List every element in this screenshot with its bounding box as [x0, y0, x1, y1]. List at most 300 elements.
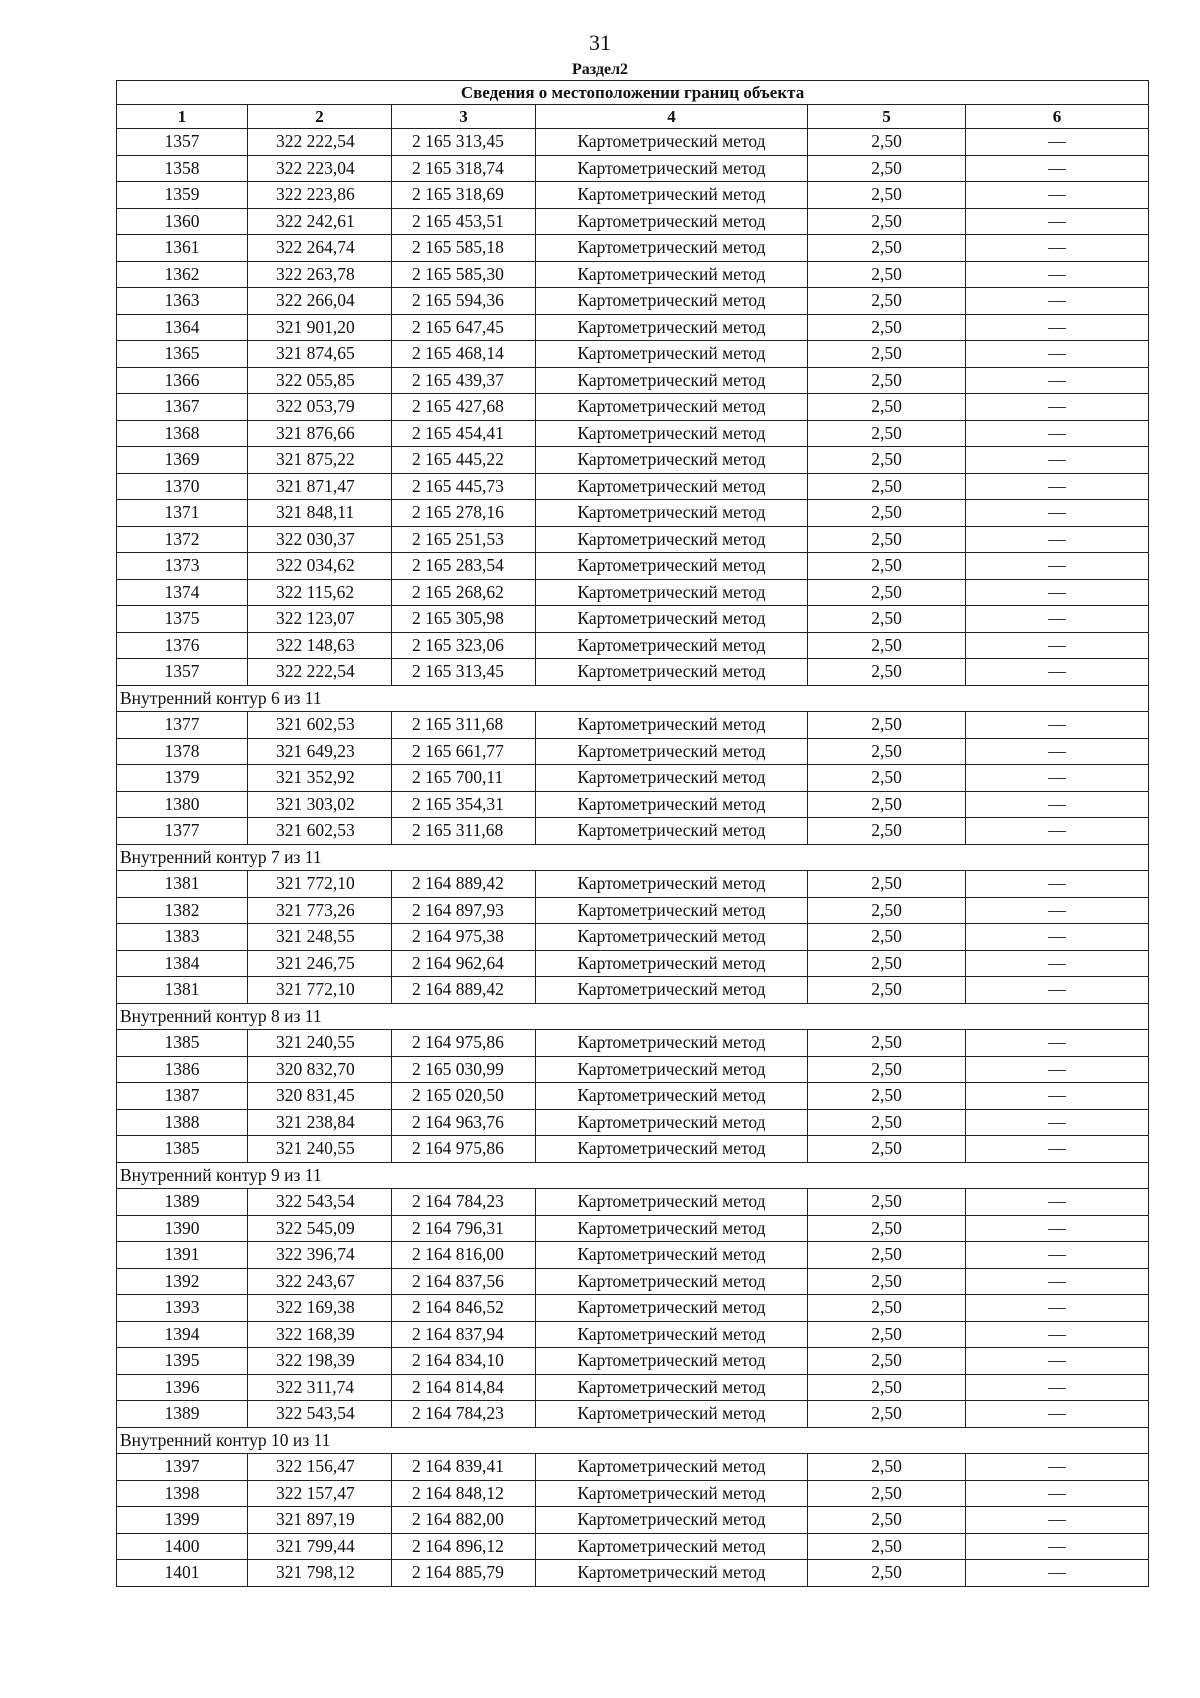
description-cell: —: [966, 924, 1149, 951]
y-coordinate-cell: 2 164 889,42: [392, 977, 536, 1004]
accuracy-cell: 2,50: [808, 235, 966, 262]
description-cell: —: [966, 288, 1149, 315]
table-row: [117, 129, 1149, 156]
table-row: [117, 1560, 1149, 1587]
table-row: [117, 924, 1149, 951]
contour-header-row: [117, 1162, 1149, 1189]
method-cell: Картометрический метод: [536, 420, 808, 447]
accuracy-cell: 2,50: [808, 1295, 966, 1322]
x-coordinate-cell: 321 874,65: [248, 341, 392, 368]
point-number-cell: 1374: [117, 579, 248, 606]
method-cell: Картометрический метод: [536, 473, 808, 500]
y-coordinate-cell: 2 165 468,14: [392, 341, 536, 368]
table-row: [117, 897, 1149, 924]
accuracy-cell: 2,50: [808, 1268, 966, 1295]
x-coordinate-cell: 322 156,47: [248, 1454, 392, 1481]
accuracy-cell: 2,50: [808, 897, 966, 924]
y-coordinate-cell: 2 165 427,68: [392, 394, 536, 421]
y-coordinate-cell: 2 165 251,53: [392, 526, 536, 553]
description-cell: —: [966, 1321, 1149, 1348]
description-cell: —: [966, 1560, 1149, 1587]
x-coordinate-cell: 322 115,62: [248, 579, 392, 606]
accuracy-cell: 2,50: [808, 1056, 966, 1083]
description-cell: —: [966, 765, 1149, 792]
accuracy-cell: 2,50: [808, 473, 966, 500]
description-cell: —: [966, 1030, 1149, 1057]
point-number-cell: 1377: [117, 818, 248, 845]
table-row: [117, 659, 1149, 686]
method-cell: Картометрический метод: [536, 1321, 808, 1348]
accuracy-cell: 2,50: [808, 341, 966, 368]
contour-label: Внутренний контур 10 из 11: [117, 1427, 1149, 1454]
x-coordinate-cell: 321 772,10: [248, 871, 392, 898]
column-header: 5: [808, 105, 966, 129]
y-coordinate-cell: 2 164 784,23: [392, 1401, 536, 1428]
y-coordinate-cell: 2 165 311,68: [392, 712, 536, 739]
y-coordinate-cell: 2 165 313,45: [392, 659, 536, 686]
table-row: [117, 1268, 1149, 1295]
accuracy-cell: 2,50: [808, 155, 966, 182]
point-number-cell: 1392: [117, 1268, 248, 1295]
table-row: [117, 579, 1149, 606]
y-coordinate-cell: 2 165 313,45: [392, 129, 536, 156]
description-cell: —: [966, 738, 1149, 765]
description-cell: —: [966, 526, 1149, 553]
description-cell: —: [966, 473, 1149, 500]
y-coordinate-cell: 2 164 889,42: [392, 871, 536, 898]
x-coordinate-cell: 321 798,12: [248, 1560, 392, 1587]
point-number-cell: 1389: [117, 1401, 248, 1428]
y-coordinate-cell: 2 165 585,30: [392, 261, 536, 288]
point-number-cell: 1399: [117, 1507, 248, 1534]
method-cell: Картометрический метод: [536, 182, 808, 209]
description-cell: —: [966, 1374, 1149, 1401]
method-cell: Картометрический метод: [536, 1268, 808, 1295]
description-cell: —: [966, 1348, 1149, 1375]
point-number-cell: 1377: [117, 712, 248, 739]
method-cell: Картометрический метод: [536, 1533, 808, 1560]
description-cell: —: [966, 394, 1149, 421]
x-coordinate-cell: 322 169,38: [248, 1295, 392, 1322]
table-row: [117, 1136, 1149, 1163]
description-cell: —: [966, 447, 1149, 474]
x-coordinate-cell: 322 198,39: [248, 1348, 392, 1375]
accuracy-cell: 2,50: [808, 500, 966, 527]
table-body: [117, 129, 1149, 1587]
method-cell: Картометрический метод: [536, 1030, 808, 1057]
x-coordinate-cell: 321 871,47: [248, 473, 392, 500]
table-row: [117, 1295, 1149, 1322]
accuracy-cell: 2,50: [808, 1083, 966, 1110]
accuracy-cell: 2,50: [808, 1401, 966, 1428]
description-cell: —: [966, 155, 1149, 182]
method-cell: Картометрический метод: [536, 1083, 808, 1110]
description-cell: —: [966, 1507, 1149, 1534]
x-coordinate-cell: 321 303,02: [248, 791, 392, 818]
point-number-cell: 1375: [117, 606, 248, 633]
x-coordinate-cell: 321 897,19: [248, 1507, 392, 1534]
contour-header-row: [117, 844, 1149, 871]
accuracy-cell: 2,50: [808, 606, 966, 633]
description-cell: —: [966, 871, 1149, 898]
description-cell: —: [966, 1215, 1149, 1242]
description-cell: —: [966, 1189, 1149, 1216]
accuracy-cell: 2,50: [808, 924, 966, 951]
table-title: Сведения о местоположении границ объекта: [117, 81, 1149, 105]
method-cell: Картометрический метод: [536, 1374, 808, 1401]
method-cell: Картометрический метод: [536, 924, 808, 951]
y-coordinate-cell: 2 165 311,68: [392, 818, 536, 845]
x-coordinate-cell: 322 053,79: [248, 394, 392, 421]
contour-label: Внутренний контур 7 из 11: [117, 844, 1149, 871]
method-cell: Картометрический метод: [536, 977, 808, 1004]
table-row: [117, 235, 1149, 262]
y-coordinate-cell: 2 165 318,69: [392, 182, 536, 209]
y-coordinate-cell: 2 164 897,93: [392, 897, 536, 924]
point-number-cell: 1368: [117, 420, 248, 447]
method-cell: Картометрический метод: [536, 261, 808, 288]
accuracy-cell: 2,50: [808, 765, 966, 792]
accuracy-cell: 2,50: [808, 1242, 966, 1269]
description-cell: —: [966, 129, 1149, 156]
x-coordinate-cell: 322 396,74: [248, 1242, 392, 1269]
y-coordinate-cell: 2 165 453,51: [392, 208, 536, 235]
point-number-cell: 1388: [117, 1109, 248, 1136]
point-number-cell: 1391: [117, 1242, 248, 1269]
point-number-cell: 1390: [117, 1215, 248, 1242]
point-number-cell: 1376: [117, 632, 248, 659]
method-cell: Картометрический метод: [536, 1109, 808, 1136]
contour-label: Внутренний контур 6 из 11: [117, 685, 1149, 712]
x-coordinate-cell: 321 240,55: [248, 1030, 392, 1057]
table-row: [117, 208, 1149, 235]
point-number-cell: 1395: [117, 1348, 248, 1375]
point-number-cell: 1380: [117, 791, 248, 818]
table-row: [117, 632, 1149, 659]
table-row: [117, 1109, 1149, 1136]
y-coordinate-cell: 2 164 784,23: [392, 1189, 536, 1216]
x-coordinate-cell: 321 246,75: [248, 950, 392, 977]
description-cell: —: [966, 659, 1149, 686]
point-number-cell: 1364: [117, 314, 248, 341]
y-coordinate-cell: 2 164 896,12: [392, 1533, 536, 1560]
y-coordinate-cell: 2 165 661,77: [392, 738, 536, 765]
description-cell: —: [966, 1268, 1149, 1295]
method-cell: Картометрический метод: [536, 1454, 808, 1481]
y-coordinate-cell: 2 165 283,54: [392, 553, 536, 580]
accuracy-cell: 2,50: [808, 712, 966, 739]
accuracy-cell: 2,50: [808, 1109, 966, 1136]
x-coordinate-cell: 322 545,09: [248, 1215, 392, 1242]
method-cell: Картометрический метод: [536, 1242, 808, 1269]
accuracy-cell: 2,50: [808, 659, 966, 686]
point-number-cell: 1367: [117, 394, 248, 421]
description-cell: —: [966, 420, 1149, 447]
y-coordinate-cell: 2 165 318,74: [392, 155, 536, 182]
y-coordinate-cell: 2 164 963,76: [392, 1109, 536, 1136]
y-coordinate-cell: 2 164 846,52: [392, 1295, 536, 1322]
contour-header-row: [117, 685, 1149, 712]
method-cell: Картометрический метод: [536, 950, 808, 977]
description-cell: —: [966, 1295, 1149, 1322]
description-cell: —: [966, 553, 1149, 580]
method-cell: Картометрический метод: [536, 1056, 808, 1083]
accuracy-cell: 2,50: [808, 738, 966, 765]
y-coordinate-cell: 2 165 445,22: [392, 447, 536, 474]
accuracy-cell: 2,50: [808, 1321, 966, 1348]
description-cell: —: [966, 606, 1149, 633]
accuracy-cell: 2,50: [808, 261, 966, 288]
point-number-cell: 1398: [117, 1480, 248, 1507]
x-coordinate-cell: 321 602,53: [248, 712, 392, 739]
x-coordinate-cell: 322 123,07: [248, 606, 392, 633]
table-row: [117, 1030, 1149, 1057]
y-coordinate-cell: 2 164 975,38: [392, 924, 536, 951]
y-coordinate-cell: 2 164 882,00: [392, 1507, 536, 1534]
point-number-cell: 1382: [117, 897, 248, 924]
y-coordinate-cell: 2 164 839,41: [392, 1454, 536, 1481]
x-coordinate-cell: 322 030,37: [248, 526, 392, 553]
point-number-cell: 1400: [117, 1533, 248, 1560]
table-title-row: [117, 81, 1149, 105]
y-coordinate-cell: 2 165 030,99: [392, 1056, 536, 1083]
method-cell: Картометрический метод: [536, 1295, 808, 1322]
column-header: 6: [966, 105, 1149, 129]
method-cell: Картометрический метод: [536, 288, 808, 315]
point-number-cell: 1372: [117, 526, 248, 553]
point-number-cell: 1359: [117, 182, 248, 209]
method-cell: Картометрический метод: [536, 447, 808, 474]
x-coordinate-cell: 322 266,04: [248, 288, 392, 315]
table-row: [117, 818, 1149, 845]
table-row: [117, 1507, 1149, 1534]
table-row: [117, 553, 1149, 580]
x-coordinate-cell: 321 772,10: [248, 977, 392, 1004]
table-row: [117, 977, 1149, 1004]
y-coordinate-cell: 2 165 268,62: [392, 579, 536, 606]
y-coordinate-cell: 2 164 962,64: [392, 950, 536, 977]
point-number-cell: 1389: [117, 1189, 248, 1216]
contour-header-row: [117, 1003, 1149, 1030]
accuracy-cell: 2,50: [808, 526, 966, 553]
x-coordinate-cell: 321 876,66: [248, 420, 392, 447]
point-number-cell: 1384: [117, 950, 248, 977]
accuracy-cell: 2,50: [808, 553, 966, 580]
x-coordinate-cell: 322 222,54: [248, 659, 392, 686]
point-number-cell: 1401: [117, 1560, 248, 1587]
description-cell: —: [966, 791, 1149, 818]
method-cell: Картометрический метод: [536, 1401, 808, 1428]
x-coordinate-cell: 322 543,54: [248, 1189, 392, 1216]
table-row: [117, 1321, 1149, 1348]
x-coordinate-cell: 322 243,67: [248, 1268, 392, 1295]
method-cell: Картометрический метод: [536, 1189, 808, 1216]
column-header: 3: [392, 105, 536, 129]
x-coordinate-cell: 322 263,78: [248, 261, 392, 288]
y-coordinate-cell: 2 164 796,31: [392, 1215, 536, 1242]
point-number-cell: 1381: [117, 977, 248, 1004]
point-number-cell: 1397: [117, 1454, 248, 1481]
point-number-cell: 1393: [117, 1295, 248, 1322]
method-cell: Картометрический метод: [536, 129, 808, 156]
table-row: [117, 367, 1149, 394]
method-cell: Картометрический метод: [536, 394, 808, 421]
x-coordinate-cell: 322 222,54: [248, 129, 392, 156]
point-number-cell: 1385: [117, 1030, 248, 1057]
y-coordinate-cell: 2 165 585,18: [392, 235, 536, 262]
column-header: 2: [248, 105, 392, 129]
accuracy-cell: 2,50: [808, 288, 966, 315]
table-row: [117, 606, 1149, 633]
accuracy-cell: 2,50: [808, 1533, 966, 1560]
y-coordinate-cell: 2 165 594,36: [392, 288, 536, 315]
x-coordinate-cell: 320 831,45: [248, 1083, 392, 1110]
point-number-cell: 1362: [117, 261, 248, 288]
point-number-cell: 1369: [117, 447, 248, 474]
method-cell: Картометрический метод: [536, 1480, 808, 1507]
method-cell: Картометрический метод: [536, 818, 808, 845]
description-cell: —: [966, 579, 1149, 606]
accuracy-cell: 2,50: [808, 1507, 966, 1534]
table-row: [117, 1242, 1149, 1269]
method-cell: Картометрический метод: [536, 738, 808, 765]
table-row: [117, 1215, 1149, 1242]
method-cell: Картометрический метод: [536, 712, 808, 739]
description-cell: —: [966, 712, 1149, 739]
table-row: [117, 1189, 1149, 1216]
description-cell: —: [966, 208, 1149, 235]
table-row: [117, 182, 1149, 209]
description-cell: —: [966, 1136, 1149, 1163]
table-row: [117, 1454, 1149, 1481]
point-number-cell: 1357: [117, 129, 248, 156]
point-number-cell: 1379: [117, 765, 248, 792]
table-row: [117, 473, 1149, 500]
method-cell: Картометрический метод: [536, 367, 808, 394]
x-coordinate-cell: 322 543,54: [248, 1401, 392, 1428]
description-cell: —: [966, 1109, 1149, 1136]
y-coordinate-cell: 2 165 305,98: [392, 606, 536, 633]
y-coordinate-cell: 2 165 700,11: [392, 765, 536, 792]
description-cell: —: [966, 1056, 1149, 1083]
table-row: [117, 871, 1149, 898]
description-cell: —: [966, 261, 1149, 288]
x-coordinate-cell: 322 311,74: [248, 1374, 392, 1401]
method-cell: Картометрический метод: [536, 871, 808, 898]
accuracy-cell: 2,50: [808, 420, 966, 447]
accuracy-cell: 2,50: [808, 208, 966, 235]
accuracy-cell: 2,50: [808, 1480, 966, 1507]
x-coordinate-cell: 320 832,70: [248, 1056, 392, 1083]
method-cell: Картометрический метод: [536, 791, 808, 818]
method-cell: Картометрический метод: [536, 526, 808, 553]
table-row: [117, 1374, 1149, 1401]
method-cell: Картометрический метод: [536, 314, 808, 341]
y-coordinate-cell: 2 164 837,56: [392, 1268, 536, 1295]
point-number-cell: 1358: [117, 155, 248, 182]
x-coordinate-cell: 322 168,39: [248, 1321, 392, 1348]
y-coordinate-cell: 2 165 647,45: [392, 314, 536, 341]
method-cell: Картометрический метод: [536, 1348, 808, 1375]
contour-label: Внутренний контур 8 из 11: [117, 1003, 1149, 1030]
description-cell: —: [966, 818, 1149, 845]
accuracy-cell: 2,50: [808, 447, 966, 474]
method-cell: Картометрический метод: [536, 553, 808, 580]
y-coordinate-cell: 2 165 323,06: [392, 632, 536, 659]
x-coordinate-cell: 321 875,22: [248, 447, 392, 474]
method-cell: Картометрический метод: [536, 341, 808, 368]
point-number-cell: 1381: [117, 871, 248, 898]
table-row: [117, 261, 1149, 288]
table-row: [117, 341, 1149, 368]
x-coordinate-cell: 321 238,84: [248, 1109, 392, 1136]
method-cell: Картометрический метод: [536, 632, 808, 659]
table-row: [117, 526, 1149, 553]
table-row: [117, 1533, 1149, 1560]
description-cell: —: [966, 1401, 1149, 1428]
accuracy-cell: 2,50: [808, 1374, 966, 1401]
table-row: [117, 394, 1149, 421]
accuracy-cell: 2,50: [808, 129, 966, 156]
accuracy-cell: 2,50: [808, 1215, 966, 1242]
x-coordinate-cell: 321 799,44: [248, 1533, 392, 1560]
method-cell: Картометрический метод: [536, 155, 808, 182]
description-cell: —: [966, 235, 1149, 262]
x-coordinate-cell: 322 223,86: [248, 182, 392, 209]
y-coordinate-cell: 2 164 837,94: [392, 1321, 536, 1348]
method-cell: Картометрический метод: [536, 579, 808, 606]
accuracy-cell: 2,50: [808, 1348, 966, 1375]
y-coordinate-cell: 2 165 454,41: [392, 420, 536, 447]
y-coordinate-cell: 2 165 354,31: [392, 791, 536, 818]
x-coordinate-cell: 321 240,55: [248, 1136, 392, 1163]
table-row: [117, 1056, 1149, 1083]
method-cell: Картометрический метод: [536, 235, 808, 262]
x-coordinate-cell: 322 055,85: [248, 367, 392, 394]
table-row: [117, 712, 1149, 739]
point-number-cell: 1365: [117, 341, 248, 368]
accuracy-cell: 2,50: [808, 977, 966, 1004]
accuracy-cell: 2,50: [808, 314, 966, 341]
y-coordinate-cell: 2 164 975,86: [392, 1030, 536, 1057]
y-coordinate-cell: 2 164 975,86: [392, 1136, 536, 1163]
method-cell: Картометрический метод: [536, 500, 808, 527]
contour-label: Внутренний контур 9 из 11: [117, 1162, 1149, 1189]
table-row: [117, 791, 1149, 818]
description-cell: —: [966, 1480, 1149, 1507]
y-coordinate-cell: 2 165 445,73: [392, 473, 536, 500]
accuracy-cell: 2,50: [808, 632, 966, 659]
y-coordinate-cell: 2 165 020,50: [392, 1083, 536, 1110]
point-number-cell: 1383: [117, 924, 248, 951]
description-cell: —: [966, 182, 1149, 209]
accuracy-cell: 2,50: [808, 1030, 966, 1057]
x-coordinate-cell: 321 649,23: [248, 738, 392, 765]
x-coordinate-cell: 322 157,47: [248, 1480, 392, 1507]
x-coordinate-cell: 322 223,04: [248, 155, 392, 182]
method-cell: Картометрический метод: [536, 897, 808, 924]
table-row: [117, 500, 1149, 527]
accuracy-cell: 2,50: [808, 1189, 966, 1216]
x-coordinate-cell: 321 248,55: [248, 924, 392, 951]
accuracy-cell: 2,50: [808, 818, 966, 845]
description-cell: —: [966, 367, 1149, 394]
accuracy-cell: 2,50: [808, 950, 966, 977]
table-row: [117, 1348, 1149, 1375]
accuracy-cell: 2,50: [808, 871, 966, 898]
table-row: [117, 765, 1149, 792]
x-coordinate-cell: 321 901,20: [248, 314, 392, 341]
